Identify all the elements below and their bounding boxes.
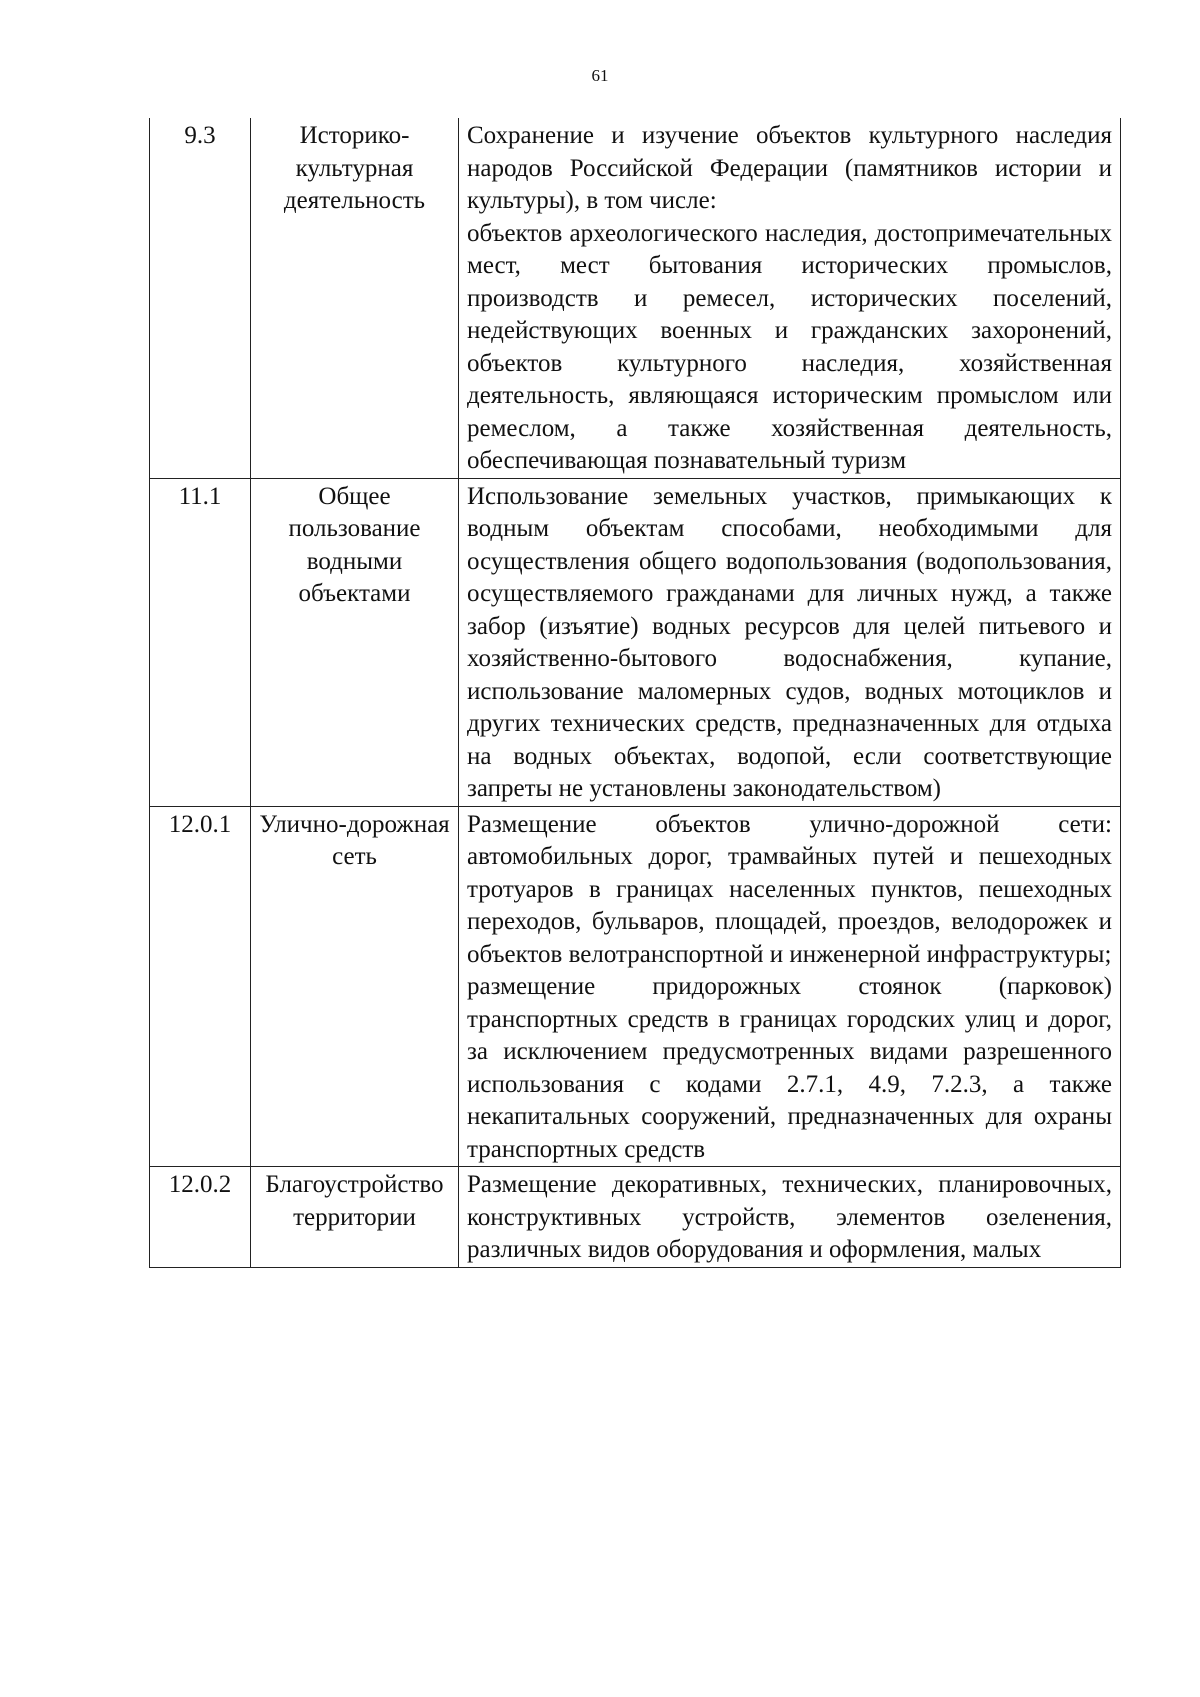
description-paragraph: Использование земельных участков, примыкающих к водным объектам способами, необходимыми для осуществления общего водопользования (водопользования, осуществляемого гражданами для личных нужд, а также забор (изъятие) водных ресурсов для целей питьевого и хозяйственно-бытового водоснабжения, купание, использование маломерных судов, водных мотоциклов и других технических средств, предназначенных для отдыха на водных объектах, водопой, если соответствующие запреты не установлены законодательством) [467,482,1112,802]
row-code: 9.3 [150,118,251,478]
row-description [459,118,1121,478]
page-number: 61 [591,66,609,85]
row-name: Историко-культурная деятельность [251,118,459,478]
row-description [459,478,1121,806]
row-name: Общее пользование водными объектами [251,478,459,806]
description-paragraph: объектов археологического наследия, достопримечательных мест, мест бытования исторических промыслов, производств и ремесел, исторических поселений, недействующих военных и гражданских захоронений, объектов культурного наследия, хозяйственная деятельность, являющаяся историческим промыслом или ремеслом, а также хозяйственная деятельность, обеспечивающая познавательный туризм [467,219,1112,474]
row-name: Улично-дорожная сеть [251,806,459,1167]
table-row [150,1167,1121,1268]
row-code: 12.0.1 [150,806,251,1167]
table-row [150,478,1121,806]
row-code: 12.0.2 [150,1167,251,1268]
description-paragraph: размещение придорожных стоянок (парковок) транспортных средств в границах городских улиц и дорог, за исключением предусмотренных видами разрешенного использования с кодами 2.7.1, 4.9, 7.2.3, а также некапитальных сооружений, предназначенных для охраны транспортных средств [467,973,1112,1163]
description-paragraph: Размещение декоративных, технических, планировочных, конструктивных устройств, элементов озеленения, различных видов оборудования и оформления, малых [467,1171,1112,1263]
description-paragraph: Сохранение и изучение объектов культурного наследия народов Российской Федерации (памятников истории и культуры), в том числе: [467,122,1112,214]
land-use-table [149,118,1121,1268]
row-code: 11.1 [150,478,251,806]
row-description [459,806,1121,1167]
table-row [150,806,1121,1167]
description-paragraph: Размещение объектов улично-дорожной сети: автомобильных дорог, трамвайных путей и пешеходных тротуаров в границах населенных пунктов, пешеходных переходов, бульваров, площадей, проездов, велодорожек и объектов велотранспортной и инженерной инфраструктуры; [467,810,1112,968]
row-name: Благоустройство территории [251,1167,459,1268]
row-description [459,1167,1121,1268]
table-row [150,118,1121,478]
